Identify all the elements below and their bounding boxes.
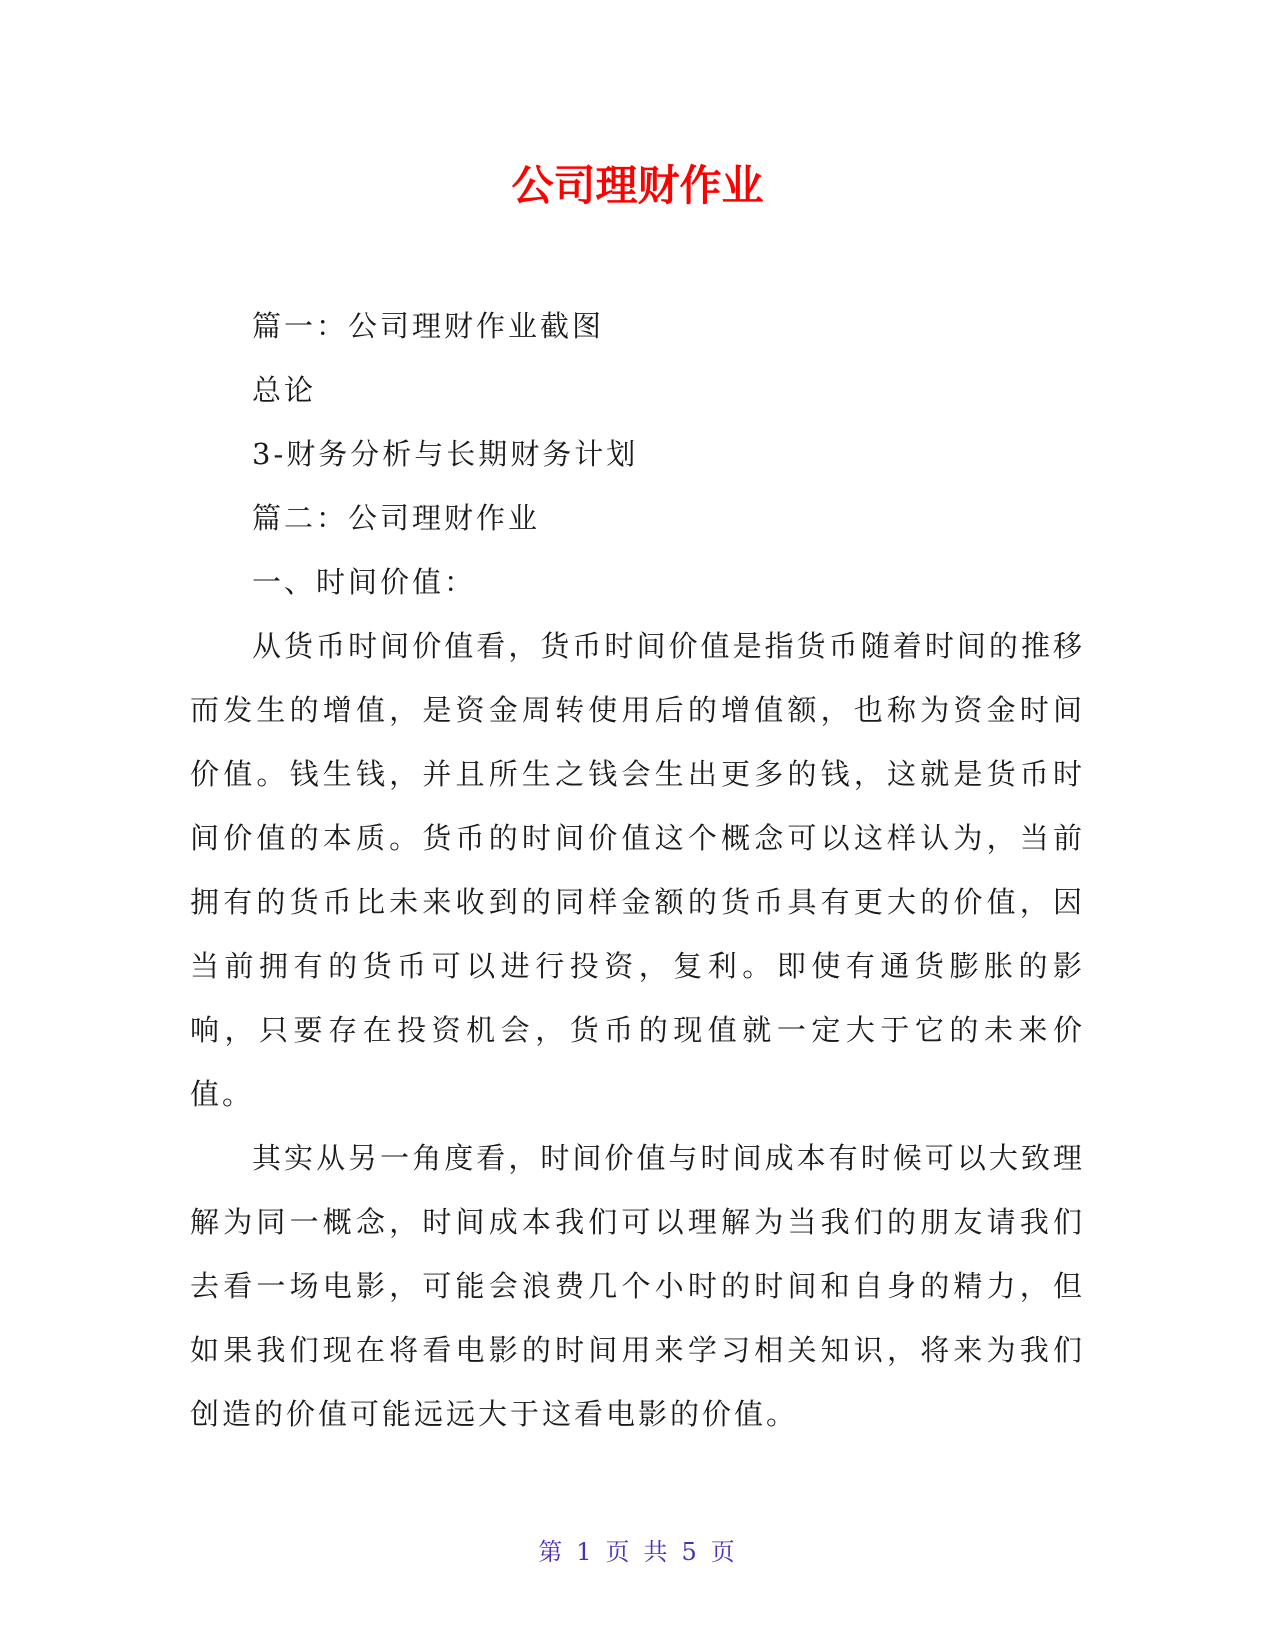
section-subheading-financial-analysis: 3-财务分析与长期财务计划: [252, 437, 639, 471]
page-footer: [0, 1532, 1275, 1567]
footer-page-unit: 页: [605, 1538, 632, 1566]
footer-total-unit: 页: [710, 1538, 737, 1566]
paragraph-time-value: 从货币时间价值看，货币时间价值是指货币随着时间的推移而发生的增值，是资金周转使用后的增值额，也称为资金时间价值。钱生钱，并且所生之钱会生出更多的钱，这就是货币时间价值的本质。货币的时间价值这个概念可以这样认为，当前拥有的货币比未来收到的同样金额的货币具有更大的价值，因当前拥有的货币可以进行投资，复利。即使有通货膨胀的影响，只要存在投资机会，货币的现值就一定大于它的未来价值。: [190, 629, 1085, 1111]
paragraph-time-cost: 其实从另一角度看，时间价值与时间成本有时候可以大致理解为同一概念，时间成本我们可以理解为当我们的朋友请我们去看一场电影，可能会浪费几个小时的时间和自身的精力，但如果我们现在将看电影的时间用来学习相关知识，将来为我们创造的价值可能远远大于这看电影的价值。: [190, 1141, 1085, 1431]
section-subheading-overview: 总论: [252, 373, 317, 407]
section-subheading-time-value: 一、时间价值：: [252, 565, 477, 599]
footer-total-pages: 5: [681, 1538, 699, 1566]
footer-current-page: 1: [576, 1538, 594, 1566]
document-body: [190, 294, 1085, 1446]
section-heading-2: 篇二：公司理财作业: [252, 501, 541, 535]
section-heading-1: 篇一：公司理财作业截图: [252, 309, 605, 343]
document-title: 公司理财作业: [511, 161, 764, 210]
footer-total-prefix: 共: [643, 1538, 670, 1566]
footer-prefix: 第: [538, 1538, 565, 1566]
